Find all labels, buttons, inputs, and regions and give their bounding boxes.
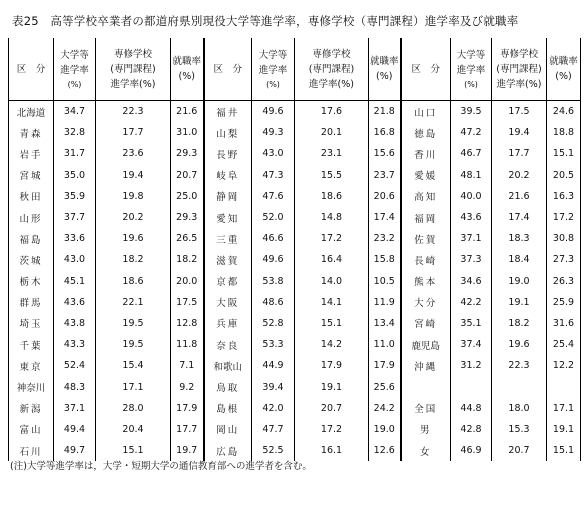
- university-rate-cell: 45.1: [54, 271, 96, 292]
- region-cell: 富山: [9, 419, 54, 440]
- university-rate-cell: 37.7: [54, 207, 96, 228]
- employment-rate-cell: 16.8: [369, 122, 401, 143]
- region-cell: 千葉: [9, 334, 54, 355]
- vocational-rate-cell: 22.3: [96, 101, 171, 123]
- vocational-rate-cell: [492, 376, 547, 397]
- university-rate-header-text: 進学率: [456, 64, 486, 76]
- university-rate-cell: 49.7: [54, 440, 96, 461]
- vocational-rate-header-text: 専修学校: [499, 48, 538, 60]
- region-cell: 山梨: [204, 122, 252, 143]
- region-cell: 鳥取: [204, 376, 252, 397]
- region-cell: 福岡: [401, 207, 451, 228]
- employment-rate-header-text: 就職率: [549, 56, 578, 67]
- employment-rate-cell: 25.4: [547, 334, 581, 355]
- region-cell: [401, 376, 451, 397]
- vocational-rate-header-text: (専門課程): [496, 63, 542, 75]
- vocational-rate-header-text: (専門課程): [308, 63, 355, 75]
- region-cell: 青森: [9, 122, 54, 143]
- table-row: [9, 122, 581, 143]
- university-rate-header-text: 大学等: [456, 49, 486, 61]
- university-rate-cell: 32.8: [54, 122, 96, 143]
- region-cell: 兵庫: [204, 313, 252, 334]
- vocational-rate-cell: 16.1: [295, 440, 369, 461]
- region-cell: 栃木: [9, 271, 54, 292]
- region-cell: 京都: [204, 271, 252, 292]
- vocational-rate-cell: 23.6: [96, 143, 171, 164]
- employment-rate-cell: 11.0: [369, 334, 401, 355]
- vocational-rate-cell: 14.2: [295, 334, 369, 355]
- table-row: [9, 271, 581, 292]
- vocational-rate-cell: 18.6: [295, 186, 369, 207]
- employment-rate-cell: 17.1: [547, 398, 581, 419]
- university-rate-cell: 40.0: [451, 186, 492, 207]
- region-header-text: 区 分: [213, 63, 242, 75]
- region-cell: 東京: [9, 355, 54, 376]
- employment-rate-header-text: 就職率: [369, 56, 399, 67]
- university-rate-cell: 37.4: [451, 334, 492, 355]
- table-row: [9, 249, 581, 270]
- university-rate-cell: 47.3: [252, 165, 295, 186]
- region-header-text: 区 分: [16, 63, 46, 75]
- employment-rate-cell: 12.2: [547, 355, 581, 376]
- vocational-rate-header-text: 進学率(%): [496, 78, 542, 90]
- vocational-rate-cell: 19.1: [492, 292, 547, 313]
- vocational-rate-cell: 17.7: [96, 122, 171, 143]
- employment-rate-cell: 23.7: [369, 165, 401, 186]
- university-rate-cell: 53.3: [252, 334, 295, 355]
- vocational-rate-cell: 19.6: [96, 228, 171, 249]
- vocational-rate-cell: 21.6: [492, 186, 547, 207]
- vocational-rate-cell: 22.3: [492, 355, 547, 376]
- region-cell: 香川: [401, 143, 451, 164]
- university-rate-header-text: (%): [464, 79, 478, 89]
- table-row: [9, 398, 581, 419]
- university-rate-cell: 31.2: [451, 355, 492, 376]
- university-rate-cell: 37.1: [451, 228, 492, 249]
- vocational-rate-header-text: 専修学校: [312, 48, 351, 60]
- university-rate-cell: 47.2: [451, 122, 492, 143]
- employment-rate-cell: 15.8: [369, 249, 401, 270]
- table-footnote: (注)大学等進学率は，大学・短期大学の通信教育部への進学者を含む。: [10, 461, 312, 472]
- employment-rate-cell: 19.7: [171, 440, 204, 461]
- vocational-rate-cell: 18.3: [492, 228, 547, 249]
- university-rate-cell: 37.1: [54, 398, 96, 419]
- region-header: [401, 38, 451, 101]
- employment-rate-cell: 20.7: [171, 165, 204, 186]
- employment-rate-cell: 25.6: [369, 376, 401, 397]
- vocational-rate-cell: 23.1: [295, 143, 369, 164]
- employment-rate-cell: 27.3: [547, 249, 581, 270]
- region-cell: 鹿児島: [401, 334, 451, 355]
- university-rate-header: [451, 38, 492, 101]
- employment-rate-cell: 23.2: [369, 228, 401, 249]
- table-row: [9, 292, 581, 313]
- region-header-text: 区 分: [411, 63, 440, 75]
- university-rate-cell: 46.9: [451, 440, 492, 461]
- vocational-rate-header: [492, 38, 547, 101]
- region-cell: 福井: [204, 101, 252, 123]
- region-cell: 奈良: [204, 334, 252, 355]
- table-row: [9, 186, 581, 207]
- vocational-rate-cell: 17.2: [295, 419, 369, 440]
- vocational-rate-cell: 17.9: [295, 355, 369, 376]
- university-rate-cell: [451, 376, 492, 397]
- vocational-rate-cell: 19.8: [96, 186, 171, 207]
- table-row: [9, 419, 581, 440]
- university-rate-cell: 42.8: [451, 419, 492, 440]
- region-cell: 和歌山: [204, 355, 252, 376]
- university-rate-cell: 48.1: [451, 165, 492, 186]
- university-rate-header-text: (%): [67, 79, 82, 89]
- university-rate-cell: 52.0: [252, 207, 295, 228]
- vocational-rate-cell: 17.2: [295, 228, 369, 249]
- university-rate-cell: 49.6: [252, 101, 295, 123]
- university-rate-cell: 53.8: [252, 271, 295, 292]
- region-cell: 沖縄: [401, 355, 451, 376]
- university-rate-header-text: 進学率: [60, 64, 89, 76]
- university-rate-cell: 43.3: [54, 334, 96, 355]
- employment-rate-cell: 12.8: [171, 313, 204, 334]
- employment-rate-cell: 17.9: [171, 398, 204, 419]
- university-rate-cell: 52.4: [54, 355, 96, 376]
- table-row: [9, 101, 581, 123]
- region-cell: 北海道: [9, 101, 54, 123]
- vocational-rate-cell: 17.6: [295, 101, 369, 123]
- employment-rate-cell: 17.9: [369, 355, 401, 376]
- table-row: [9, 207, 581, 228]
- vocational-rate-cell: 20.7: [492, 440, 547, 461]
- region-cell: 徳島: [401, 122, 451, 143]
- employment-rate-cell: 30.8: [547, 228, 581, 249]
- university-rate-cell: 52.5: [252, 440, 295, 461]
- university-rate-cell: 43.6: [54, 292, 96, 313]
- university-rate-cell: 49.4: [54, 419, 96, 440]
- region-cell: 長崎: [401, 249, 451, 270]
- table-row: [9, 143, 581, 164]
- vocational-rate-cell: 15.1: [96, 440, 171, 461]
- university-rate-cell: 35.0: [54, 165, 96, 186]
- employment-rate-cell: 19.1: [547, 419, 581, 440]
- university-rate-cell: 37.3: [451, 249, 492, 270]
- vocational-rate-cell: 19.5: [96, 334, 171, 355]
- university-rate-cell: 47.6: [252, 186, 295, 207]
- vocational-rate-cell: 14.8: [295, 207, 369, 228]
- employment-rate-cell: 26.3: [547, 271, 581, 292]
- region-cell: 新潟: [9, 398, 54, 419]
- employment-rate-cell: 20.5: [547, 165, 581, 186]
- employment-rate-cell: 21.8: [369, 101, 401, 123]
- university-rate-cell: 43.6: [451, 207, 492, 228]
- employment-rate-cell: 21.6: [171, 101, 204, 123]
- region-cell: 宮崎: [401, 313, 451, 334]
- employment-rate-cell: 25.0: [171, 186, 204, 207]
- vocational-rate-cell: 19.5: [96, 313, 171, 334]
- employment-rate-cell: 12.6: [369, 440, 401, 461]
- vocational-rate-cell: 17.5: [492, 101, 547, 123]
- region-cell: 男: [401, 419, 451, 440]
- region-cell: 愛知: [204, 207, 252, 228]
- vocational-rate-header-text: 専修学校: [113, 48, 152, 60]
- region-header: [204, 38, 252, 101]
- region-cell: 佐賀: [401, 228, 451, 249]
- vocational-rate-header: [96, 38, 171, 101]
- table-row: [9, 313, 581, 334]
- employment-rate-cell: 24.2: [369, 398, 401, 419]
- university-rate-cell: 43.0: [54, 249, 96, 270]
- university-rate-cell: 48.3: [54, 376, 96, 397]
- vocational-rate-cell: 20.1: [295, 122, 369, 143]
- university-rate-cell: 33.6: [54, 228, 96, 249]
- employment-rate-cell: 31.0: [171, 122, 204, 143]
- university-rate-header-text: 大学等: [258, 49, 288, 61]
- employment-rate-header-text: (%): [178, 71, 195, 82]
- university-rate-cell: 52.8: [252, 313, 295, 334]
- employment-rate-cell: 20.0: [171, 271, 204, 292]
- region-cell: 滋賀: [204, 249, 252, 270]
- employment-rate-header: [171, 38, 204, 101]
- region-cell: 広島: [204, 440, 252, 461]
- table-row: [9, 334, 581, 355]
- employment-rate-cell: 18.8: [547, 122, 581, 143]
- university-rate-cell: 34.7: [54, 101, 96, 123]
- university-rate-header-text: 大学等: [60, 49, 89, 61]
- region-cell: 島根: [204, 398, 252, 419]
- employment-rate-cell: 17.5: [171, 292, 204, 313]
- vocational-rate-cell: 18.2: [492, 313, 547, 334]
- vocational-rate-header: [295, 38, 369, 101]
- region-cell: 愛媛: [401, 165, 451, 186]
- university-rate-cell: 44.9: [252, 355, 295, 376]
- university-rate-cell: 35.1: [451, 313, 492, 334]
- employment-rate-cell: 16.3: [547, 186, 581, 207]
- region-cell: 岩手: [9, 143, 54, 164]
- university-rate-header-text: (%): [266, 79, 280, 89]
- university-rate-cell: 47.7: [252, 419, 295, 440]
- vocational-rate-cell: 28.0: [96, 398, 171, 419]
- vocational-rate-cell: 20.2: [492, 165, 547, 186]
- university-rate-header-text: 進学率: [258, 64, 288, 76]
- vocational-rate-cell: 14.0: [295, 271, 369, 292]
- university-rate-cell: 42.2: [451, 292, 492, 313]
- university-rate-cell: 46.6: [252, 228, 295, 249]
- university-rate-header: [252, 38, 295, 101]
- vocational-rate-header-text: 進学率(%): [110, 78, 156, 90]
- university-rate-cell: 42.0: [252, 398, 295, 419]
- employment-rate-cell: 17.2: [547, 207, 581, 228]
- employment-rate-cell: 9.2: [171, 376, 204, 397]
- vocational-rate-cell: 19.6: [492, 334, 547, 355]
- employment-rate-cell: 29.3: [171, 207, 204, 228]
- table-row: [9, 228, 581, 249]
- employment-rate-cell: 25.9: [547, 292, 581, 313]
- region-cell: 秋田: [9, 186, 54, 207]
- employment-rate-cell: 20.6: [369, 186, 401, 207]
- employment-rate-cell: 17.7: [171, 419, 204, 440]
- employment-rate-cell: 24.6: [547, 101, 581, 123]
- employment-rate-cell: 15.6: [369, 143, 401, 164]
- region-cell: 岐阜: [204, 165, 252, 186]
- vocational-rate-cell: 20.4: [96, 419, 171, 440]
- region-cell: 長野: [204, 143, 252, 164]
- statistics-table: [8, 38, 581, 461]
- vocational-rate-cell: 18.6: [96, 271, 171, 292]
- region-cell: 宮城: [9, 165, 54, 186]
- region-cell: 群馬: [9, 292, 54, 313]
- region-header: [9, 38, 54, 101]
- vocational-rate-cell: 15.3: [492, 419, 547, 440]
- employment-rate-header: [369, 38, 401, 101]
- region-cell: 山口: [401, 101, 451, 123]
- employment-rate-cell: 31.6: [547, 313, 581, 334]
- employment-rate-header-text: (%): [376, 71, 393, 82]
- employment-rate-cell: 18.2: [171, 249, 204, 270]
- employment-rate-cell: 15.1: [547, 143, 581, 164]
- table-row: [9, 355, 581, 376]
- employment-rate-cell: 7.1: [171, 355, 204, 376]
- vocational-rate-cell: 15.4: [96, 355, 171, 376]
- region-cell: 女: [401, 440, 451, 461]
- employment-rate-cell: 15.1: [547, 440, 581, 461]
- vocational-rate-header-text: (専門課程): [110, 63, 156, 75]
- header-row: [9, 38, 581, 101]
- region-cell: 大阪: [204, 292, 252, 313]
- region-cell: 高知: [401, 186, 451, 207]
- university-rate-cell: 39.5: [451, 101, 492, 123]
- employment-rate-cell: 19.0: [369, 419, 401, 440]
- employment-rate-cell: 17.4: [369, 207, 401, 228]
- employment-rate-header-text: 就職率: [172, 56, 201, 67]
- university-rate-cell: 31.7: [54, 143, 96, 164]
- employment-rate-header: [547, 38, 581, 101]
- university-rate-cell: 39.4: [252, 376, 295, 397]
- university-rate-cell: 43.0: [252, 143, 295, 164]
- university-rate-cell: 48.6: [252, 292, 295, 313]
- university-rate-cell: 46.7: [451, 143, 492, 164]
- vocational-rate-cell: 17.1: [96, 376, 171, 397]
- university-rate-cell: 49.6: [252, 249, 295, 270]
- region-cell: 三重: [204, 228, 252, 249]
- region-cell: 石川: [9, 440, 54, 461]
- vocational-rate-cell: 18.4: [492, 249, 547, 270]
- vocational-rate-cell: 16.4: [295, 249, 369, 270]
- vocational-rate-cell: 20.7: [295, 398, 369, 419]
- vocational-rate-cell: 15.1: [295, 313, 369, 334]
- employment-rate-cell: 29.3: [171, 143, 204, 164]
- vocational-rate-cell: 20.2: [96, 207, 171, 228]
- region-cell: 埼玉: [9, 313, 54, 334]
- university-rate-cell: 34.6: [451, 271, 492, 292]
- vocational-rate-cell: 19.0: [492, 271, 547, 292]
- region-cell: 山形: [9, 207, 54, 228]
- vocational-rate-cell: 17.4: [492, 207, 547, 228]
- employment-rate-cell: 11.8: [171, 334, 204, 355]
- region-cell: 茨城: [9, 249, 54, 270]
- region-cell: 岡山: [204, 419, 252, 440]
- vocational-rate-cell: 17.7: [492, 143, 547, 164]
- region-cell: 大分: [401, 292, 451, 313]
- table-row: [9, 165, 581, 186]
- vocational-rate-cell: 18.0: [492, 398, 547, 419]
- employment-rate-cell: 11.9: [369, 292, 401, 313]
- employment-rate-cell: 13.4: [369, 313, 401, 334]
- region-cell: 静岡: [204, 186, 252, 207]
- vocational-rate-cell: 19.4: [492, 122, 547, 143]
- university-rate-cell: 49.3: [252, 122, 295, 143]
- vocational-rate-header-text: 進学率(%): [309, 78, 354, 90]
- university-rate-cell: 35.9: [54, 186, 96, 207]
- university-rate-header: [54, 38, 96, 101]
- vocational-rate-cell: 18.2: [96, 249, 171, 270]
- region-cell: 熊本: [401, 271, 451, 292]
- university-rate-cell: 44.8: [451, 398, 492, 419]
- table-title: 表25 高等学校卒業者の都道府県別現役大学等進学率，専修学校（専門課程）進学率及び就職率: [12, 14, 519, 28]
- region-cell: 神奈川: [9, 376, 54, 397]
- employment-rate-cell: [547, 376, 581, 397]
- employment-rate-cell: 10.5: [369, 271, 401, 292]
- vocational-rate-cell: 19.1: [295, 376, 369, 397]
- vocational-rate-cell: 15.5: [295, 165, 369, 186]
- region-cell: 全国: [401, 398, 451, 419]
- vocational-rate-cell: 22.1: [96, 292, 171, 313]
- vocational-rate-cell: 19.4: [96, 165, 171, 186]
- employment-rate-header-text: (%): [555, 71, 572, 82]
- table-row: [9, 376, 581, 397]
- region-cell: 福島: [9, 228, 54, 249]
- vocational-rate-cell: 14.1: [295, 292, 369, 313]
- employment-rate-cell: 26.5: [171, 228, 204, 249]
- university-rate-cell: 43.8: [54, 313, 96, 334]
